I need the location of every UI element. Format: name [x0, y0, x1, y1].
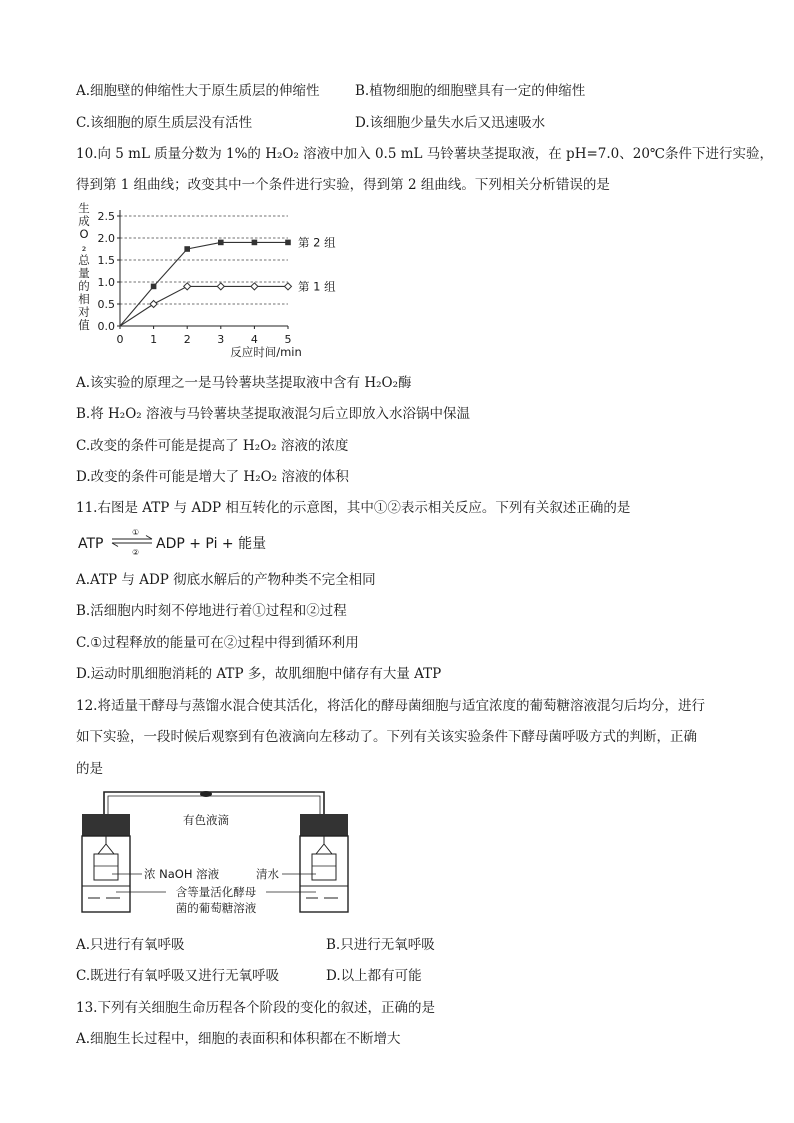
- q12-stem-line2: 如下实验，一段时候后观察到有色液滴向左移动了。下列有关该实验条件下酵母菌呼吸方式的判断，正确: [76, 729, 697, 745]
- data-point-square: [285, 240, 291, 246]
- label-yeast-line1: 含等量活化酵母: [175, 885, 257, 899]
- y-label-char: 总: [78, 253, 90, 267]
- q10-stem-line1: 10.向 5 mL 质量分数为 1%的 H₂O₂ 溶液中加入 0.5 mL 马铃薯块茎提取液，在 pH=7.0、20℃条件下进行实验，: [76, 146, 774, 162]
- connecting-tube-inner: [108, 796, 320, 814]
- q13-stem: 13.下列有关细胞生命历程各个阶段的变化的叙述，正确的是: [76, 1000, 435, 1016]
- q10-option-a: A.该实验的原理之一是马铃薯块茎提取液中含有 H₂O₂酶: [76, 375, 412, 391]
- data-point-diamond: [285, 283, 292, 290]
- data-point-square: [151, 284, 157, 290]
- x-ticks: [117, 326, 292, 346]
- y-tick-label: 0.5: [97, 298, 115, 311]
- eq-products: ADP + Pi + 能量: [156, 536, 267, 552]
- colored-droplet: [200, 791, 212, 797]
- data-point-square: [184, 246, 190, 252]
- q12-option-c: C.既进行有氧呼吸又进行无氧呼吸: [76, 968, 280, 984]
- chart-series: [120, 240, 292, 326]
- y-label-char: 成: [78, 214, 90, 228]
- y-ticks: [98, 210, 121, 333]
- y-label-char: 对: [78, 305, 90, 319]
- y-label-char: 的: [78, 279, 90, 293]
- q12-option-a: A.只进行有氧呼吸: [76, 937, 185, 953]
- eq-label-1: ①: [132, 528, 140, 537]
- q9-option-d: D.该细胞少量失水后又迅速吸水: [355, 115, 546, 131]
- q9-option-c: C.该细胞的原生质层没有活性: [76, 115, 253, 131]
- x-tick-label: 3: [217, 333, 225, 346]
- left-container: [82, 814, 130, 912]
- q11-option-a: A.ATP 与 ADP 彻底水解后的产物种类不完全相同: [76, 572, 376, 588]
- q10-option-b: B.将 H₂O₂ 溶液与马铃薯块茎提取液混匀后立即放入水浴锅中保温: [76, 406, 470, 422]
- q10-option-d: D.改变的条件可能是增大了 H₂O₂ 溶液的体积: [76, 469, 349, 485]
- y-label-char: 相: [78, 292, 90, 306]
- atp-adp-equation: [76, 526, 296, 556]
- y-tick-label: 0.0: [97, 320, 115, 333]
- q12-option-b: B.只进行无氧呼吸: [326, 937, 435, 953]
- q12-stem-line1: 12.将适量干酵母与蒸馏水混合使其活化，将活化的酵母菌细胞与适宜浓度的葡萄糖溶液混匀后均分，进行: [76, 698, 705, 714]
- y-axis-label-text: [78, 201, 90, 332]
- x-tick-label: 0: [116, 333, 124, 346]
- q10-stem-line2: 得到第 1 组曲线；改变其中一个条件进行实验，得到第 2 组曲线。下列相关分析错误的是: [76, 177, 610, 193]
- y-axis-label: [78, 201, 90, 332]
- label-colored-droplet: 有色液滴: [183, 813, 229, 827]
- y-label-char: 值: [78, 318, 90, 332]
- label-clear-water: 清水: [256, 867, 279, 881]
- data-point-diamond: [251, 283, 258, 290]
- y-tick-label: 2.5: [97, 210, 115, 223]
- data-point-diamond: [150, 301, 157, 308]
- yeast-apparatus-diagram: [76, 786, 356, 918]
- q11-option-d: D.运动时肌细胞消耗的 ATP 多，故肌细胞中储存有大量 ATP: [76, 666, 442, 682]
- q9-option-b: B.植物细胞的细胞壁具有一定的伸缩性: [355, 83, 586, 99]
- y-tick-label: 1.5: [97, 254, 115, 267]
- chart-grid: [120, 216, 288, 304]
- q11-stem: 11.右图是 ATP 与 ADP 相互转化的示意图，其中①②表示相关反应。下列有关叙述正确的是: [76, 500, 631, 516]
- x-tick-label: 1: [150, 333, 158, 346]
- y-tick-label: 1.0: [97, 276, 115, 289]
- arrow-back-head: [112, 543, 118, 547]
- data-point-diamond: [184, 283, 191, 290]
- q10-option-c: C.改变的条件可能是提高了 H₂O₂ 溶液的浓度: [76, 438, 349, 454]
- label-yeast-line2: 菌的葡萄糖溶液: [175, 901, 257, 915]
- arrow-forward-head: [146, 536, 152, 540]
- data-point-diamond: [217, 283, 224, 290]
- x-axis-label: 反应时间/min: [230, 345, 302, 359]
- y-label-char: ₂: [81, 240, 87, 254]
- q11-option-c: C.①过程释放的能量可在②过程中得到循环利用: [76, 635, 359, 651]
- connecting-tube: [104, 792, 324, 814]
- x-tick-label: 4: [250, 333, 258, 346]
- x-tick-label: 5: [284, 333, 292, 346]
- chart-legend: [298, 235, 336, 293]
- series-line-2: [120, 286, 288, 326]
- legend-label: 第 1 组: [298, 279, 336, 294]
- q12-option-d: D.以上都有可能: [326, 968, 422, 984]
- y-tick-label: 2.0: [97, 232, 115, 245]
- data-point-square: [218, 240, 224, 246]
- o2-line-chart: [76, 200, 366, 365]
- x-tick-label: 2: [183, 333, 191, 346]
- y-label-char: O: [79, 227, 89, 241]
- y-label-char: 生: [78, 201, 90, 215]
- y-label-char: 量: [78, 266, 90, 280]
- q9-option-a: A.细胞壁的伸缩性大于原生质层的伸缩性: [76, 83, 320, 99]
- q12-stem-line3: 的是: [76, 761, 103, 777]
- legend-label: 第 2 组: [298, 235, 336, 250]
- eq-label-2: ②: [132, 548, 140, 556]
- q11-option-b: B.活细胞内时刻不停地进行着①过程和②过程: [76, 603, 347, 619]
- label-naoh-solution: 浓 NaOH 溶液: [144, 867, 220, 881]
- q13-option-a: A.细胞生长过程中，细胞的表面积和体积都在不断增大: [76, 1031, 401, 1047]
- data-point-square: [252, 240, 258, 246]
- series-line-1: [120, 242, 288, 326]
- right-container: [300, 814, 348, 912]
- eq-atp: ATP: [78, 536, 104, 552]
